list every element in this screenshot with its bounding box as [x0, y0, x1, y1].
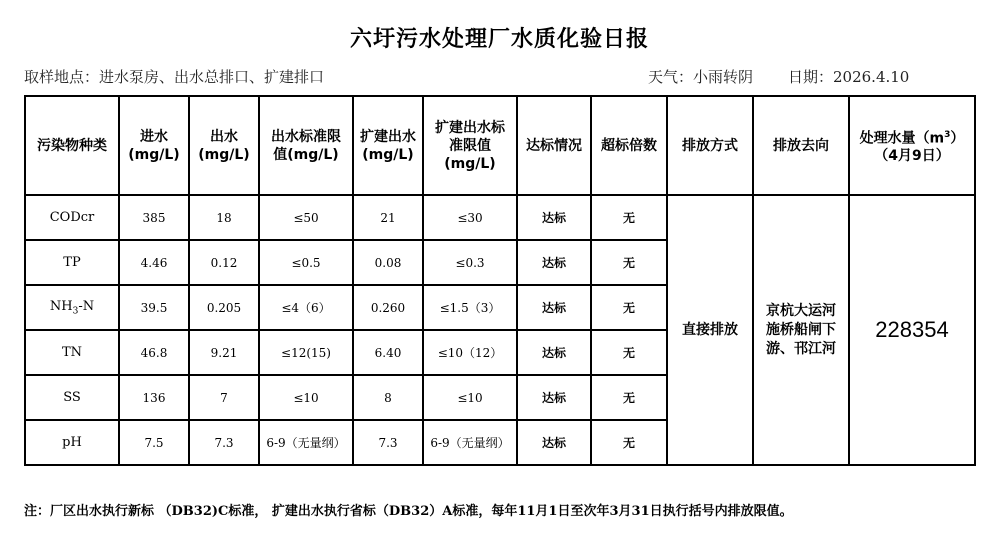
influent-cell: 385 — [119, 195, 189, 240]
header-pollutant: 污染物种类 — [25, 96, 119, 195]
param-cell: TP — [25, 240, 119, 285]
ext-limit-cell: ≤10（12） — [423, 330, 517, 375]
status-cell: 达标 — [517, 240, 591, 285]
report-title: 六圩污水处理厂水质化验日报 — [349, 26, 649, 52]
ext-limit-cell: 6-9（无量纲） — [423, 420, 517, 465]
limit-cell: ≤0.5 — [259, 240, 353, 285]
exceed-cell: 无 — [591, 330, 667, 375]
limit-cell: ≤50 — [259, 195, 353, 240]
ext-limit-cell: ≤30 — [423, 195, 517, 240]
header-exceed: 超标倍数 — [591, 96, 667, 195]
water-quality-table — [24, 95, 976, 466]
influent-cell: 4.46 — [119, 240, 189, 285]
limit-cell: 6-9（无量纲） — [259, 420, 353, 465]
ext-limit-cell: ≤1.5（3） — [423, 285, 517, 330]
header-ext-effluent: 扩建出水 (mg/L) — [353, 96, 423, 195]
effluent-cell: 7 — [189, 375, 259, 420]
discharge-dest-cell: 京杭大运河 施桥船闸下 游、邗江河 — [753, 195, 849, 465]
influent-cell: 7.5 — [119, 420, 189, 465]
status-cell: 达标 — [517, 195, 591, 240]
ext-effluent-cell: 0.260 — [353, 285, 423, 330]
ext-effluent-cell: 7.3 — [353, 420, 423, 465]
param-cell: CODcr — [25, 195, 119, 240]
discharge-method-cell: 直接排放 — [667, 195, 753, 465]
header-influent: 进水 (mg/L) — [119, 96, 189, 195]
header-effluent: 出水 (mg/L) — [189, 96, 259, 195]
param-cell: pH — [25, 420, 119, 465]
limit-cell: ≤10 — [259, 375, 353, 420]
param-cell: $NH_3-N$ — [25, 285, 119, 330]
influent-cell: 39.5 — [119, 285, 189, 330]
ext-effluent-cell: 0.08 — [353, 240, 423, 285]
ext-effluent-cell: 8 — [353, 375, 423, 420]
effluent-cell: 18 — [189, 195, 259, 240]
status-cell: 达标 — [517, 420, 591, 465]
table-row-codcr — [25, 195, 975, 240]
limit-cell: ≤4（6） — [259, 285, 353, 330]
sampling-location: 取样地点：进水泵房、出水总排口、扩建排口 — [24, 68, 325, 86]
exceed-cell: 无 — [591, 420, 667, 465]
header-ext-limit: 扩建出水标 准限值 (mg/L) — [423, 96, 517, 195]
influent-cell: 46.8 — [119, 330, 189, 375]
status-cell: 达标 — [517, 375, 591, 420]
status-cell: 达标 — [517, 330, 591, 375]
header-volume: 处理水量$(m^3)$ （4月9日） — [849, 96, 975, 195]
param-cell: TN — [25, 330, 119, 375]
influent-cell: 136 — [119, 375, 189, 420]
footnote: 注：厂区出水执行新标 （DB32)C标准， 扩建出水执行省标（DB32）A标准，每年11月1日至次年3月31日执行括号内排放限值。 — [24, 504, 793, 519]
effluent-cell: 0.12 — [189, 240, 259, 285]
status-cell: 达标 — [517, 285, 591, 330]
exceed-cell: 无 — [591, 285, 667, 330]
param-cell: SS — [25, 375, 119, 420]
effluent-cell: 7.3 — [189, 420, 259, 465]
report-date: 日期：2026.4.10 — [788, 68, 910, 86]
header-effluent-limit: 出水标准限 值(mg/L) — [259, 96, 353, 195]
treated-volume-cell: 228354 — [849, 195, 975, 465]
exceed-cell: 无 — [591, 195, 667, 240]
limit-cell: ≤12(15) — [259, 330, 353, 375]
weather-info: 天气：小雨转阴 — [648, 68, 754, 86]
header-status: 达标情况 — [517, 96, 591, 195]
header-discharge-dest: 排放去向 — [753, 96, 849, 195]
ext-limit-cell: ≤10 — [423, 375, 517, 420]
header-row — [25, 96, 975, 195]
ext-effluent-cell: 6.40 — [353, 330, 423, 375]
exceed-cell: 无 — [591, 375, 667, 420]
ext-effluent-cell: 21 — [353, 195, 423, 240]
exceed-cell: 无 — [591, 240, 667, 285]
header-discharge-method: 排放方式 — [667, 96, 753, 195]
ext-limit-cell: ≤0.3 — [423, 240, 517, 285]
effluent-cell: 9.21 — [189, 330, 259, 375]
effluent-cell: 0.205 — [189, 285, 259, 330]
